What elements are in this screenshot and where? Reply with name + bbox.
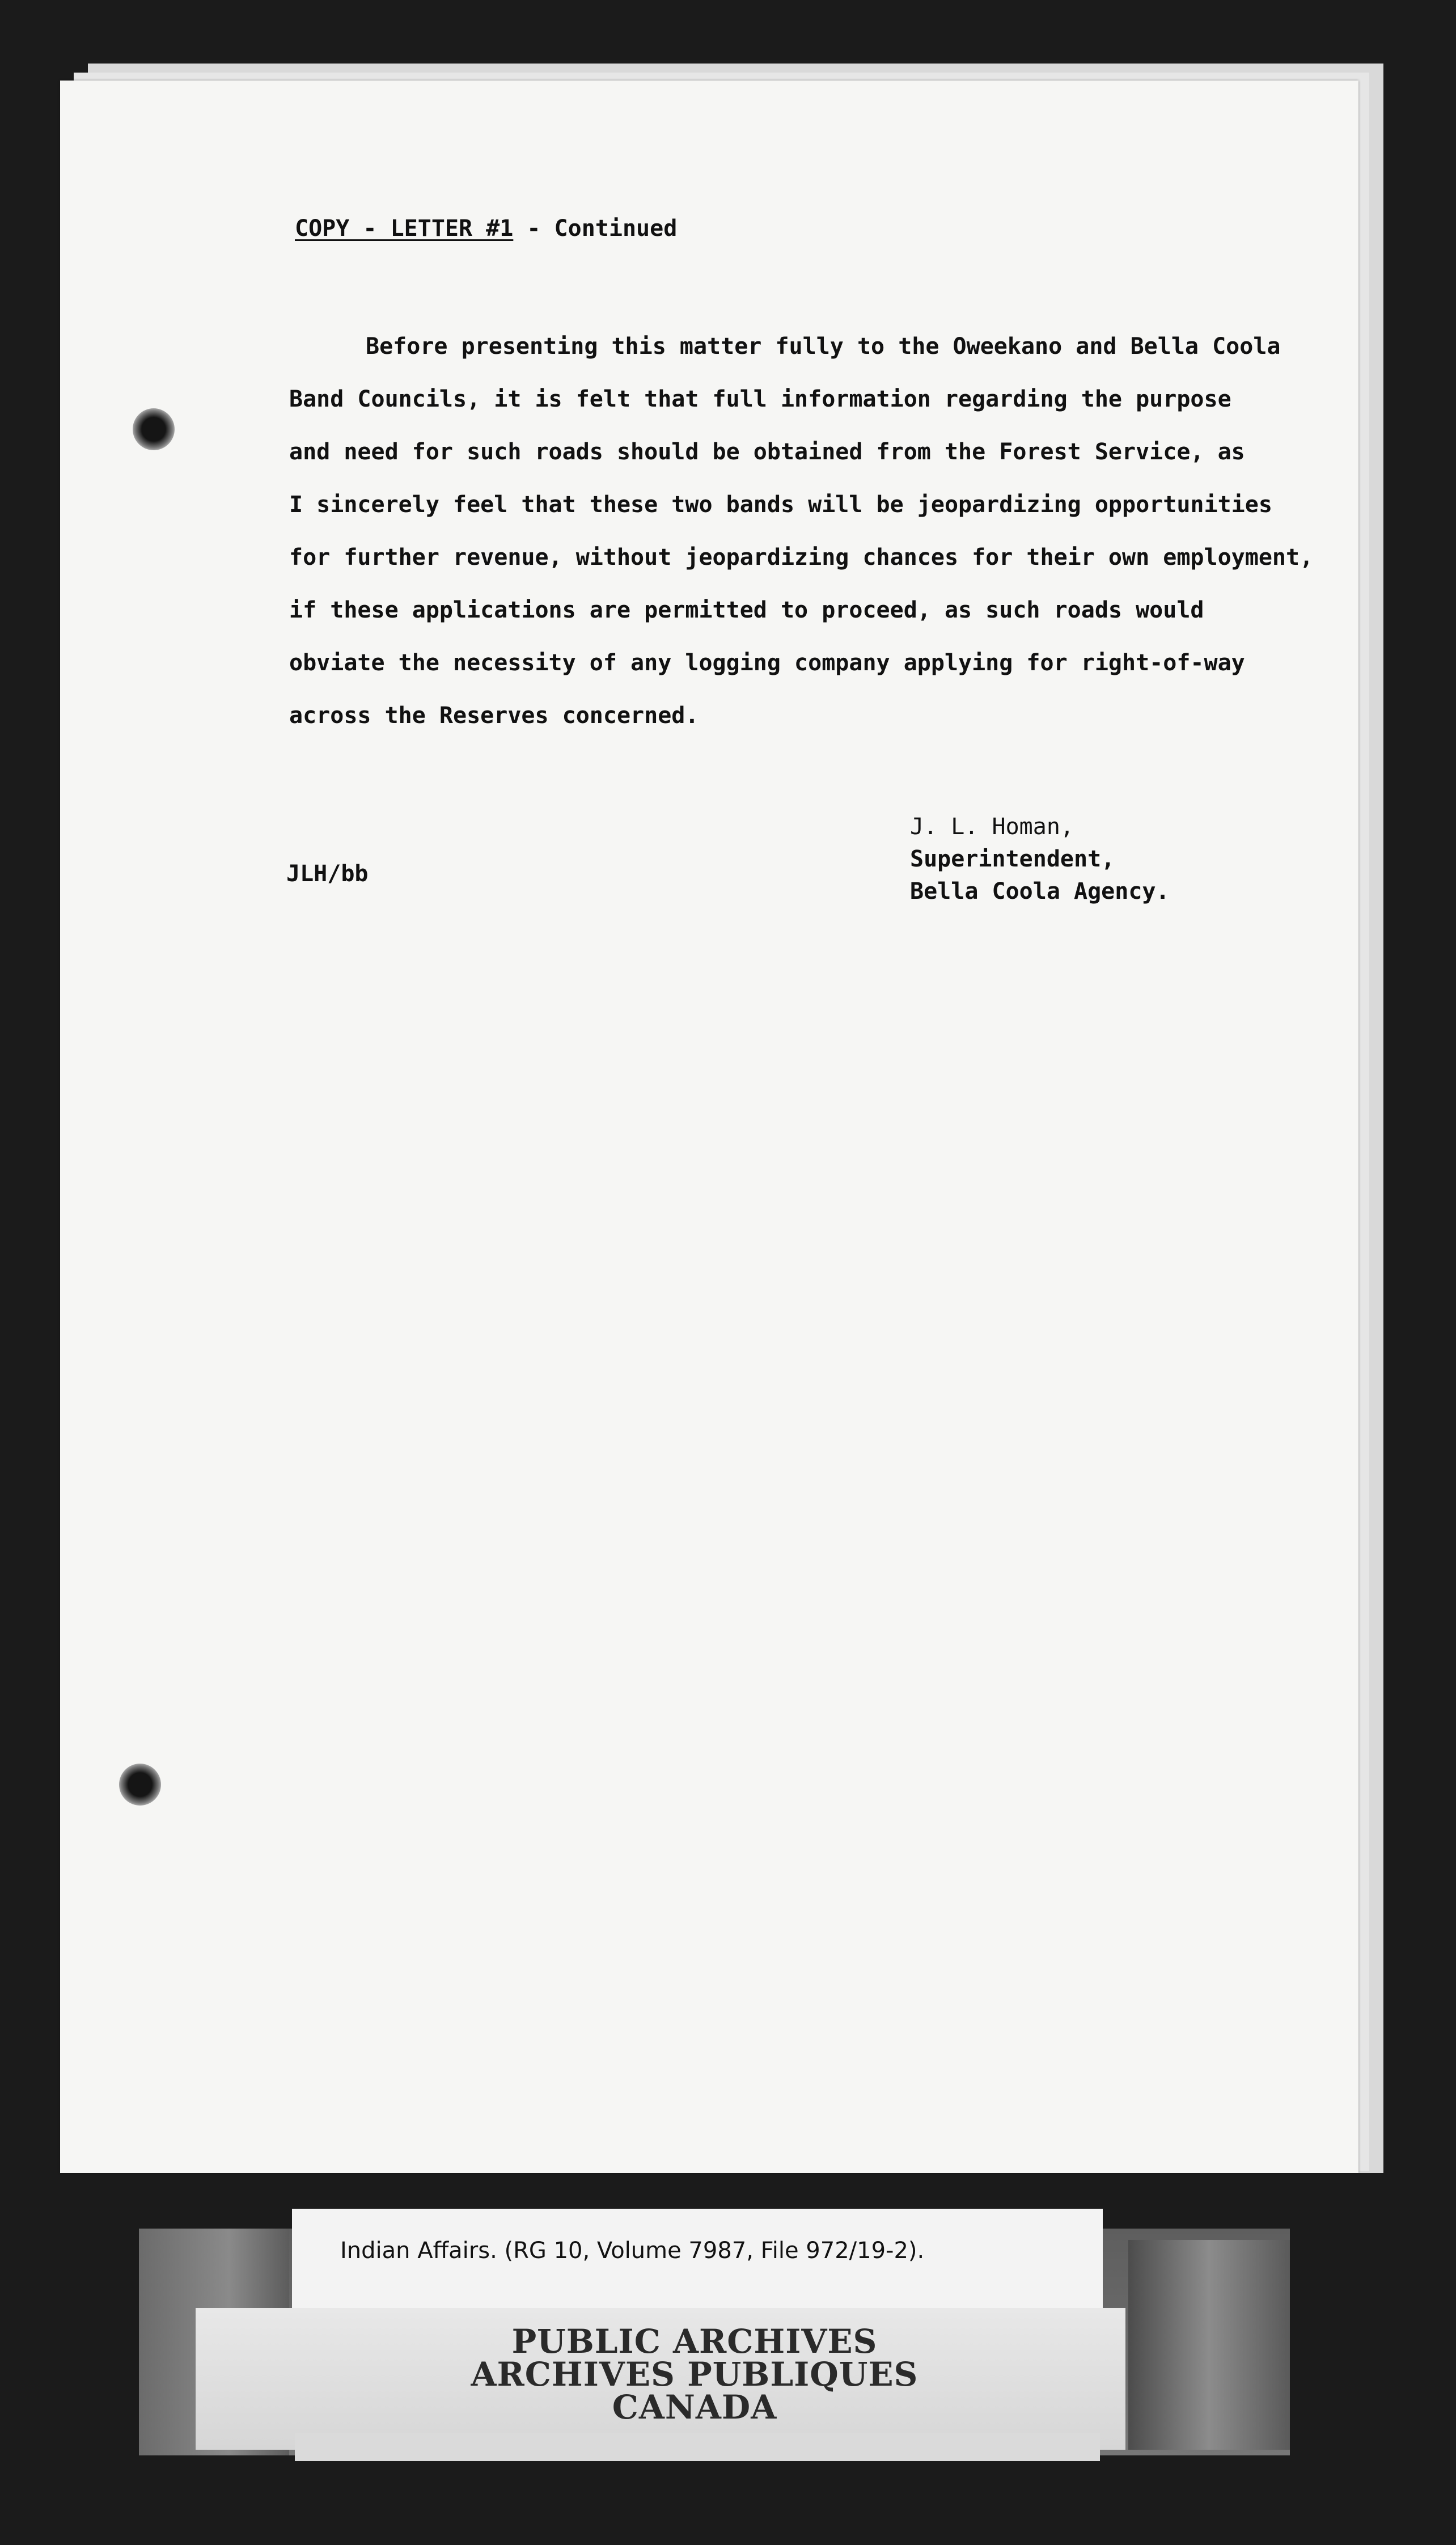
signature-block (910, 811, 1170, 908)
body-line: and need for such roads should be obtained from the Forest Service, as (289, 439, 1245, 465)
heading-continued: - Continued (513, 215, 678, 242)
body-line: for further revenue, without jeopardizing chances for their own employment, (289, 544, 1314, 570)
body-line: I sincerely feel that these two bands will be jeopardizing opportunities (289, 492, 1272, 518)
archive-stamp (340, 2322, 1049, 2426)
letter-heading (295, 215, 677, 242)
letter-body (289, 320, 1314, 742)
typist-initials: JLH/bb (286, 861, 369, 887)
body-line: obviate the necessity of any logging company applying for right-of-way (289, 650, 1245, 676)
archive-stamp-bottom (295, 2433, 1100, 2461)
body-line: across the Reserves concerned. (289, 703, 699, 729)
punch-hole (119, 1764, 161, 1806)
heading-copy-label: COPY - LETTER #1 (295, 215, 514, 242)
archive-citation: Indian Affairs. (RG 10, Volume 7987, File 972/19-2). (340, 2238, 925, 2264)
signer-name: J. L. Homan, (910, 814, 1074, 840)
punch-hole (133, 408, 175, 450)
stamp-line: PUBLIC ARCHIVES (511, 2322, 878, 2361)
body-line: Before presenting this matter fully to the Oweekano and Bella Coola (366, 333, 1281, 360)
stamp-line: ARCHIVES PUBLIQUES (471, 2355, 919, 2394)
body-line: Band Councils, it is felt that full information regarding the purpose (289, 386, 1231, 412)
signer-agency: Bella Coola Agency. (910, 878, 1170, 904)
signer-title: Superintendent, (910, 846, 1115, 872)
label-edge-right (1128, 2240, 1290, 2450)
body-line: if these applications are permitted to proceed, as such roads would (289, 597, 1204, 623)
stamp-line: CANADA (612, 2388, 777, 2426)
